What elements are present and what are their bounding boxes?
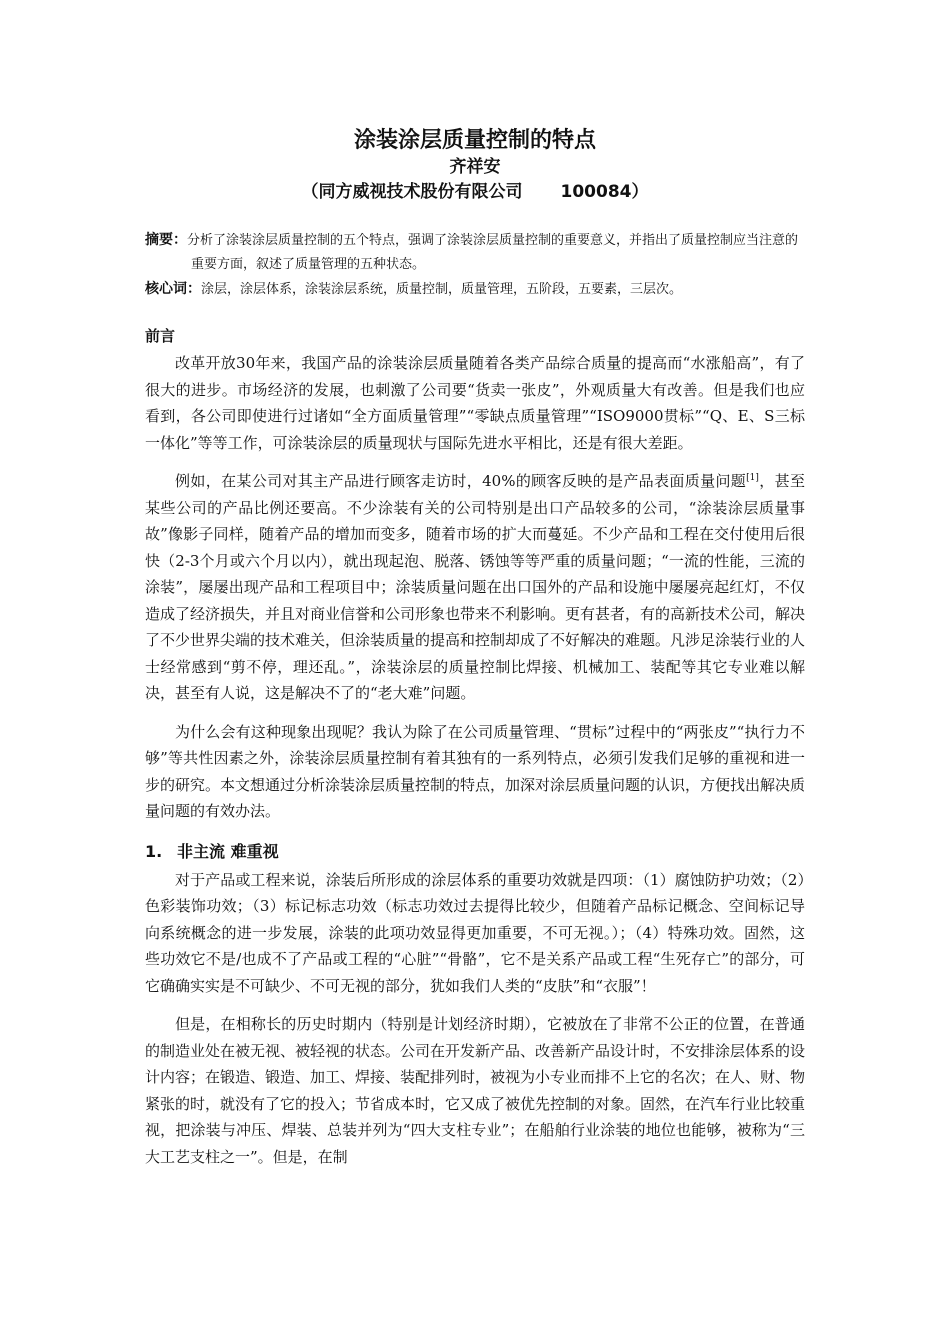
postcode: 100084）	[560, 182, 649, 202]
paragraph: 对于产品或工程来说，涂装后所形成的涂层体系的重要功效就是四项：（1）腐蚀防护功效；（2）色彩装饰功效；（3）标记标志功效（标志功效过去提得比较少，但随着产品标记概念、空间标记导向系统概念的进一步发展，涂装的此项功效显得更加重要，不可无视。）；（4）特殊功效。固然，这些功效它不是/也成不了产品或工程的“心脏”“骨骼”，它不是关系产品或工程“生死存亡”的部分，可它确确实实是不可缺少、不可无视的部分，犹如我们人类的“皮肤”和“衣服”！	[145, 870, 805, 995]
citation-ref: [1]	[746, 473, 759, 483]
section-number: 1.	[145, 841, 163, 861]
abstract	[145, 228, 805, 277]
body-text	[145, 322, 805, 1182]
preface-heading: 前言	[145, 327, 176, 345]
paragraph-text: 例如，在某公司对其主产品进行顾客走访时，40%的顾客反映的是产品表面质量问题	[175, 472, 747, 490]
abstract-label: 摘要：	[145, 232, 187, 248]
paragraph: 改革开放30年来，我国产品的涂装涂层质量随着各类产品综合质量的提高而“水涨船高”，有了很大的进步。市场经济的发展，也刺激了公司要“货卖一张皮”，外观质量大有改善。但是我们也应看到，各公司即使进行过诸如“全方面质量管理”“零缺点质量管理”“ISO9000贯标”“Q、E、S三标一体化”等等工作，可涂装涂层的质量现状与国际先进水平相比，还是有很大差距。	[145, 354, 805, 452]
keywords-label: 核心词：	[145, 281, 201, 297]
paper-title: 涂装涂层质量控制的特点	[353, 128, 596, 153]
keywords	[145, 277, 805, 302]
paragraph: 但是，在相称长的历史时期内（特别是计划经济时期），它被放在了非常不公正的位置，在普通的制造业处在被无视、被轻视的状态。公司在开发新产品、改善新产品设计时，不安排涂层体系的设计内容；在锻造、锻造、加工、焊接、装配排列时，被视为小专业而排不上它的名次；在人、财、物紧张的时，就没有了它的投入；节省成本时，它又成了被优先控制的对象。固然，在汽车行业比较重视，把涂装与冲压、焊装、总装并列为“四大支柱专业”；在船舶行业涂装的地位也能够，被称为“三大工艺支柱之一”。但是，在制	[145, 1015, 806, 1166]
affiliation	[0, 177, 950, 202]
section-heading	[145, 837, 805, 867]
abstract-text: 分析了涂装涂层质量控制的五个特点，强调了涂装涂层质量控制的重要意义，并指出了质量控制应当注意的重要方面，叙述了质量管理的五种状态。	[187, 233, 799, 272]
paragraph: 为什么会有这种现象出现呢？我认为除了在公司质量管理、“贯标”过程中的“两张皮”“执行力不够”等共性因素之外，涂装涂层质量控制有着其独有的一系列特点，必须引发我们足够的重视和进一步的研究。本文想通过分析涂装涂层质量控制的特点，加深对涂层质量问题的认识，方便找出解决质量问题的有效办法。	[145, 722, 806, 820]
section-title: 非主流 难重视	[177, 841, 279, 861]
author-name: 齐祥安	[449, 157, 501, 177]
paragraph-text: ，甚至某些公司的产品比例还要高。不少涂装有关的公司特别是出口产品较多的公司，“涂装涂层质量事故”像影子同样，随着产品的增加而变多，随着市场的扩大而蔓延。不少产品和工程在交付使用后很快（2-3个月或六个月以内），就出现起泡、脱落、锈蚀等等严重的质量问题；“一流的性能，三流的涂装”，屡屡出现产品和工程项目中；涂装质量问题在出口国外的产品和设施中屡屡亮起红灯，不仅造成了经济损失，并且对商业信誉和公司形象也带来不利影响。更有甚者，有的高新技术公司，解决了不少世界尖端的技术难关，但涂装质量的提高和控制却成了不好解决的难题。凡涉足涂装行业的人士经常感到“剪不停，理还乱。”，涂装涂层的质量控制比焊接、机械加工、装配等其它专业难以解决，甚至有人说，这是解决不了的“老大难”问题。	[145, 472, 806, 702]
keywords-text: 涂层，涂层体系，涂装涂层系统，质量控制，质量管理，五阶段，五要素，三层次。	[201, 282, 683, 297]
paragraph	[145, 468, 805, 707]
affiliation-name: （同方威视技术股份有限公司	[301, 182, 523, 202]
